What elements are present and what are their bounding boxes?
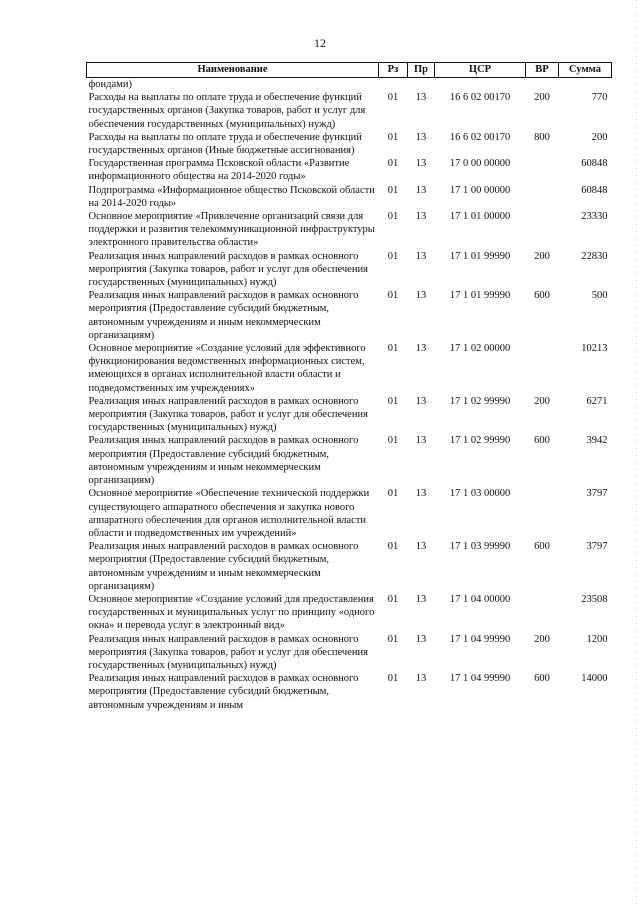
table-row	[87, 672, 612, 712]
cell-rz: 01	[387, 593, 399, 605]
cell-csr: 17 1 01 99990	[449, 250, 511, 262]
cell-rz: 01	[387, 250, 399, 262]
cell-sum: 22830	[581, 250, 608, 262]
header-pr: Пр	[408, 63, 435, 78]
cell-csr: 16 6 02 00170	[449, 131, 511, 143]
table-row	[87, 184, 612, 210]
cell-rz: 01	[387, 92, 399, 104]
cell-rz: 01	[387, 184, 399, 196]
cell-csr: 17 1 03 99990	[449, 541, 511, 553]
cell-rz	[379, 78, 408, 92]
cell-name: Основное мероприятие «Создание условий для эффективного функционирования ведомственных информационных систем, имеющихся в органах исполнительной власти области и подведомственных им учреждениях»	[88, 343, 366, 394]
table-row	[87, 250, 612, 290]
cell-sum: 60848	[581, 158, 608, 170]
table-header-row	[87, 63, 612, 78]
cell-vr: 600	[534, 435, 550, 447]
cell-csr	[435, 78, 526, 92]
cell-name: фондами)	[88, 79, 132, 90]
cell-pr: 13	[415, 92, 427, 104]
cell-name: Расходы на выплаты по оплате труда и обеспечение функций государственных органов (Иные бюджетные ассигнования)	[88, 131, 362, 157]
cell-vr	[526, 157, 559, 183]
page-number: 12	[314, 36, 326, 50]
cell-name: Реализация иных направлений расходов в рамках основного мероприятия (Предоставление субсидий бюджетным, автономным учреждениям и иным некоммерческим организациям)	[88, 541, 359, 592]
cell-sum: 6271	[586, 395, 608, 407]
cell-csr: 17 1 04 99990	[449, 673, 511, 685]
cell-csr: 17 1 02 99990	[449, 435, 511, 447]
cell-sum: 23330	[581, 211, 608, 223]
table-row	[87, 487, 612, 540]
header-csr: ЦСР	[435, 63, 526, 78]
table-row	[87, 157, 612, 183]
header-name: Наименование	[87, 63, 379, 78]
header-rz: Рз	[379, 63, 408, 78]
table-row	[87, 395, 612, 435]
table-row	[87, 131, 612, 157]
cell-vr	[526, 593, 559, 633]
cell-sum: 60848	[581, 184, 608, 196]
cell-csr: 16 6 02 00170	[449, 92, 511, 104]
cell-pr: 13	[415, 131, 427, 143]
cell-name: Реализация иных направлений расходов в рамках основного мероприятия (Предоставление субсидий бюджетным, автономным учреждениям и иным некоммерческим организациям)	[88, 290, 359, 341]
cell-sum: 770	[591, 92, 608, 104]
cell-sum	[559, 78, 612, 92]
cell-vr: 600	[534, 673, 550, 685]
cell-pr: 13	[415, 290, 427, 302]
cell-pr: 13	[415, 541, 427, 553]
cell-rz: 01	[387, 673, 399, 685]
cell-name: Расходы на выплаты по оплате труда и обеспечение функций государственных органов (Закупка товаров, работ и услуг для обеспечения государственных (муниципальных) нужд)	[88, 92, 366, 130]
cell-vr: 600	[534, 290, 550, 302]
cell-name: Реализация иных направлений расходов в рамках основного мероприятия (Закупка товаров, работ и услуг для обеспечения государственных (муниципальных) нужд)	[88, 395, 368, 434]
cell-csr: 17 1 03 00000	[449, 488, 511, 500]
cell-pr: 13	[415, 158, 427, 170]
cell-pr: 13	[415, 488, 427, 500]
cell-rz: 01	[387, 131, 399, 143]
table-row	[87, 91, 612, 131]
cell-rz: 01	[387, 435, 399, 447]
cell-pr: 13	[415, 673, 427, 685]
cell-sum: 200	[591, 131, 608, 143]
cell-vr: 600	[534, 541, 550, 553]
cell-rz: 01	[387, 541, 399, 553]
table-row	[87, 540, 612, 593]
cell-csr: 17 1 02 99990	[449, 395, 511, 407]
cell-name: Реализация иных направлений расходов в рамках основного мероприятия (Предоставление субсидий бюджетным, автономным учреждениям и иным некоммерческим организациям)	[88, 435, 359, 487]
cell-pr: 13	[415, 343, 427, 355]
cell-csr: 17 1 00 00000	[449, 184, 511, 196]
cell-rz: 01	[387, 343, 399, 355]
cell-csr: 17 1 01 99990	[449, 290, 511, 302]
cell-rz: 01	[387, 290, 399, 302]
cell-sum: 3797	[586, 541, 608, 553]
cell-vr: 200	[534, 395, 550, 407]
table-row	[87, 289, 612, 342]
cell-sum: 23508	[581, 593, 608, 605]
cell-name: Реализация иных направлений расходов в рамках основного мероприятия (Предоставление субсидий бюджетным, автономным учреждениям и иным	[88, 673, 359, 711]
cell-csr: 17 1 01 00000	[449, 211, 511, 223]
cell-vr	[526, 342, 559, 395]
cell-vr: 200	[534, 92, 550, 104]
table-row	[87, 633, 612, 673]
cell-sum: 3797	[586, 488, 608, 500]
cell-csr: 17 0 00 00000	[449, 158, 511, 170]
cell-sum: 500	[591, 290, 608, 302]
cell-csr: 17 1 02 00000	[449, 343, 511, 355]
cell-vr	[526, 184, 559, 210]
cell-vr: 200	[534, 633, 550, 645]
cell-vr	[526, 487, 559, 540]
cell-vr	[526, 78, 559, 92]
header-vr: ВР	[526, 63, 559, 78]
cell-name: Государственная программа Псковской области «Развитие информационного общества на 2014-2020 годы»	[88, 158, 350, 183]
scan-edge-dots	[636, 0, 637, 905]
cell-vr	[526, 210, 559, 250]
cell-name: Основное мероприятие «Обеспечение технической поддержки существующего аппаратного обеспечения и закупка нового аппаратного обеспечения для органов исполнительной власти области и подведомственных им учреждений»	[88, 488, 370, 539]
cell-rz: 01	[387, 158, 399, 170]
table-row	[87, 434, 612, 487]
header-sum: Сумма	[559, 63, 612, 78]
cell-sum: 3942	[586, 435, 608, 447]
cell-pr: 13	[415, 184, 427, 196]
cell-vr: 800	[534, 131, 550, 143]
budget-table	[86, 62, 612, 712]
cell-pr	[408, 78, 435, 92]
cell-name: Основное мероприятие «Привлечение организаций связи для поддержки и развития телекоммуникационной инфраструктуры электронного правительства области»	[88, 211, 375, 249]
table-row	[87, 210, 612, 250]
cell-name: Подпрограмма «Информационное общество Псковской области на 2014-2020 годы»	[88, 184, 375, 209]
cell-rz: 01	[387, 488, 399, 500]
cell-vr: 200	[534, 250, 550, 262]
table-row	[87, 78, 612, 92]
table-body	[87, 78, 612, 712]
table-row	[87, 342, 612, 395]
cell-pr: 13	[415, 395, 427, 407]
cell-sum: 14000	[581, 673, 608, 685]
cell-pr: 13	[415, 211, 427, 223]
cell-rz: 01	[387, 395, 399, 407]
cell-pr: 13	[415, 250, 427, 262]
cell-name: Основное мероприятие «Создание условий для предоставления государственных и муниципальных услуг по принципу «одного окна» и перевода услуг в электронный вид»	[88, 593, 375, 632]
cell-pr: 13	[415, 593, 427, 605]
cell-name: Реализация иных направлений расходов в рамках основного мероприятия (Закупка товаров, работ и услуг для обеспечения государственных (муниципальных) нужд)	[88, 633, 368, 671]
table-row	[87, 593, 612, 633]
cell-rz: 01	[387, 633, 399, 645]
cell-csr: 17 1 04 00000	[449, 593, 511, 605]
cell-csr: 17 1 04 99990	[449, 633, 511, 645]
cell-rz: 01	[387, 211, 399, 223]
cell-pr: 13	[415, 633, 427, 645]
cell-name: Реализация иных направлений расходов в рамках основного мероприятия (Закупка товаров, работ и услуг для обеспечения государственных (муниципальных) нужд)	[88, 250, 368, 289]
cell-sum: 10213	[581, 343, 608, 355]
cell-sum: 1200	[586, 633, 608, 645]
cell-pr: 13	[415, 435, 427, 447]
